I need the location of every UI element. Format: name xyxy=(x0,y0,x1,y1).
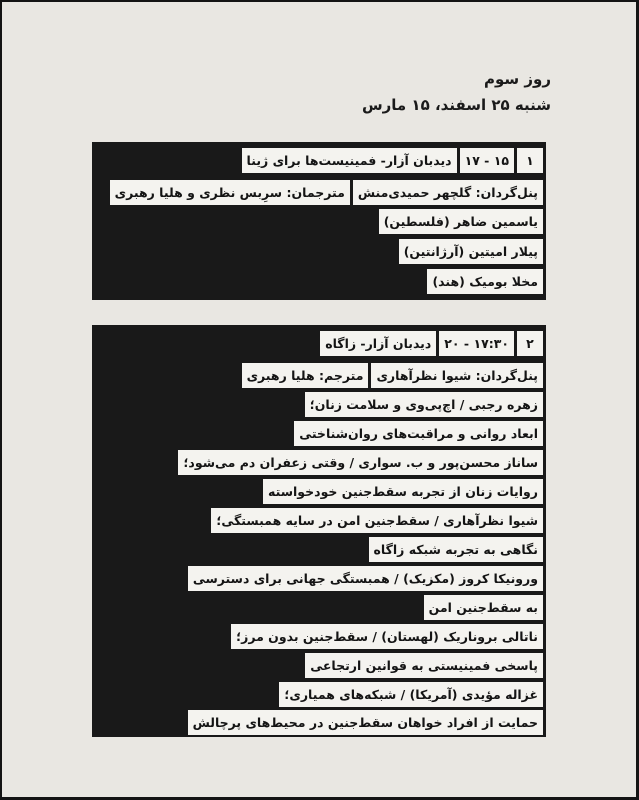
speaker-line: پیلار امیتین (آرژانتین) xyxy=(399,239,543,264)
speaker-row xyxy=(305,653,543,678)
speaker-row xyxy=(305,392,543,417)
speaker-row xyxy=(231,624,543,649)
translator: مترجم: هلیا رهبری xyxy=(242,363,369,388)
session-number: ۲ xyxy=(517,331,543,356)
speaker-line: مخلا بومیک (هند) xyxy=(427,269,543,294)
speaker-row xyxy=(263,479,543,504)
translator: مترجمان: سرِبس نظری و هلیا رهبری xyxy=(110,180,350,205)
speaker-row xyxy=(427,269,543,294)
day-title: روز سوم xyxy=(484,70,551,88)
session-2 xyxy=(92,325,546,737)
session-title: دیدبان آزار- فمینیست‌ها برای ژینا xyxy=(242,148,457,173)
speaker-row xyxy=(424,595,543,620)
session-title: دیدبان آزار- زاگاه xyxy=(320,331,436,356)
speaker-line: ابعاد روانی و مراقبت‌های روان‌شناختی xyxy=(294,421,543,446)
speaker-row xyxy=(188,710,543,735)
session-time: ۱۵ - ۱۷ xyxy=(460,148,514,173)
speaker-row xyxy=(211,508,543,533)
panelist: پنل‌گردان: گلچهر حمیدی‌منش xyxy=(353,180,543,205)
panelist: پنل‌گردان: شیوا نظرآهاری xyxy=(371,363,543,388)
session-header xyxy=(320,331,543,356)
speaker-row xyxy=(369,537,543,562)
speaker-line: زهره رجبی / اچ‌پی‌وی و سلامت زنان؛ xyxy=(305,392,543,417)
speaker-line: پاسخی فمینیستی به قوانین ارتجاعی xyxy=(305,653,543,678)
speaker-row xyxy=(279,682,543,707)
session-1 xyxy=(92,142,546,300)
speaker-line: ناتالی بروناریک (لهستان) / سقط‌جنین بدون مرز؛ xyxy=(231,624,543,649)
speaker-row xyxy=(188,566,543,591)
speaker-line: ورونیکا کروز (مکزیک) / همبستگی جهانی برای دسترسی xyxy=(188,566,543,591)
session-number: ۱ xyxy=(517,148,543,173)
speaker-line: غزاله مؤیدی (آمریکا) / شبکه‌های همیاری؛ xyxy=(279,682,543,707)
session-credits xyxy=(110,180,543,205)
day-date: شنبه ۲۵ اسفند، ۱۵ مارس xyxy=(361,96,551,114)
speaker-line: روایات زنان از تجربه سقط‌جنین خودخواسته xyxy=(263,479,543,504)
speaker-line: ساناز محسن‌پور و ب. سواری / وقتی زعفران دم می‌شود؛ xyxy=(178,450,543,475)
speaker-row xyxy=(399,239,543,264)
speaker-line: حمایت از افراد خواهان سقط‌جنین در محیط‌های پرچالش xyxy=(188,710,543,735)
speaker-line: یاسمین ضاهر (فلسطین) xyxy=(379,209,543,234)
speaker-row xyxy=(294,421,543,446)
session-header xyxy=(242,148,543,173)
speaker-line: نگاهی به تجربه شبکه زاگاه xyxy=(369,537,543,562)
session-time: ۱۷:۳۰ - ۲۰ xyxy=(439,331,514,356)
speaker-row xyxy=(379,209,543,234)
session-credits xyxy=(242,363,543,388)
speaker-line: شیوا نظرآهاری / سقط‌جنین امن در سایه همبستگی؛ xyxy=(211,508,543,533)
speaker-row xyxy=(178,450,543,475)
speaker-line: به سقط‌جنین امن xyxy=(424,595,543,620)
